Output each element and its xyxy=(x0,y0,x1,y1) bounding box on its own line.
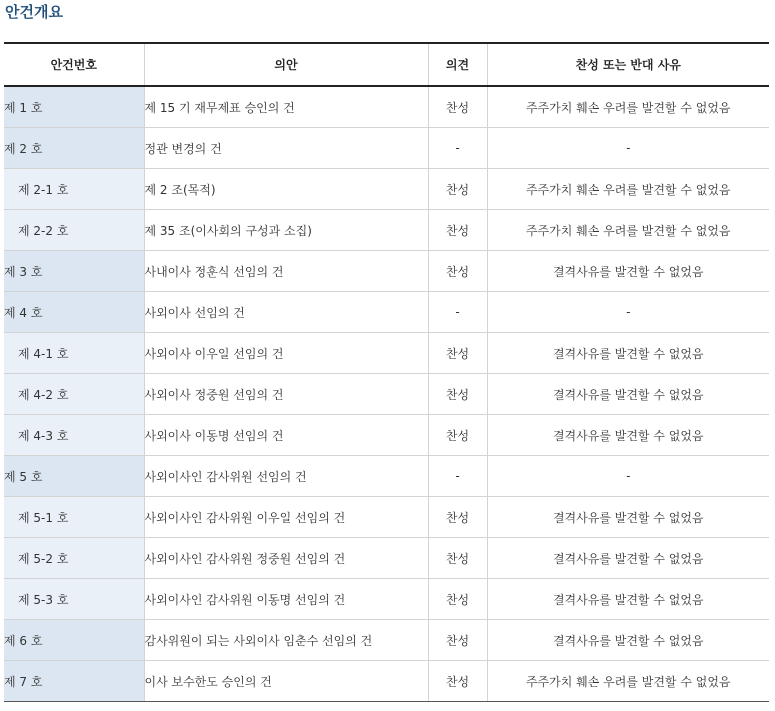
table-row xyxy=(4,456,769,497)
agenda-no-cell: 제 4-3 호 xyxy=(4,415,144,456)
reason-cell: 결격사유를 발견할 수 없었음 xyxy=(487,579,769,620)
agenda-no-cell: 제 7 호 xyxy=(4,661,144,702)
agenda-title-cell: 제 2 조(목적) xyxy=(144,169,428,210)
reason-cell: 주주가치 훼손 우려를 발견할 수 없었음 xyxy=(487,169,769,210)
agenda-no-cell: 제 2-2 호 xyxy=(4,210,144,251)
opinion-cell: - xyxy=(428,456,487,497)
agenda-title-cell: 사외이사 선임의 건 xyxy=(144,292,428,333)
opinion-cell: 찬성 xyxy=(428,497,487,538)
reason-cell: 결격사유를 발견할 수 없었음 xyxy=(487,374,769,415)
reason-cell: - xyxy=(487,128,769,169)
agenda-title-cell: 사외이사 정중원 선임의 건 xyxy=(144,374,428,415)
opinion-cell: 찬성 xyxy=(428,210,487,251)
agenda-no-cell: 제 4 호 xyxy=(4,292,144,333)
agenda-title-cell: 제 15 기 재무제표 승인의 건 xyxy=(144,86,428,128)
table-row xyxy=(4,251,769,292)
agenda-no-cell: 제 1 호 xyxy=(4,86,144,128)
opinion-cell: 찬성 xyxy=(428,579,487,620)
agenda-title-cell: 감사위원이 되는 사외이사 임춘수 선임의 건 xyxy=(144,620,428,661)
table-row xyxy=(4,169,769,210)
reason-cell: 주주가치 훼손 우려를 발견할 수 없었음 xyxy=(487,661,769,702)
table-row xyxy=(4,538,769,579)
agenda-no-cell: 제 4-2 호 xyxy=(4,374,144,415)
header-opinion: 의견 xyxy=(428,43,487,86)
table-row xyxy=(4,333,769,374)
opinion-cell: 찬성 xyxy=(428,415,487,456)
table-row xyxy=(4,579,769,620)
opinion-cell: 찬성 xyxy=(428,538,487,579)
table-header-row xyxy=(4,43,769,86)
page-title: 안건개요 xyxy=(5,3,63,21)
reason-cell: 결격사유를 발견할 수 없었음 xyxy=(487,251,769,292)
opinion-cell: 찬성 xyxy=(428,251,487,292)
reason-cell: 결격사유를 발견할 수 없었음 xyxy=(487,538,769,579)
agenda-title-cell: 사외이사인 감사위원 이동명 선임의 건 xyxy=(144,579,428,620)
agenda-title-cell: 사외이사 이동명 선임의 건 xyxy=(144,415,428,456)
agenda-title-cell: 사외이사 이우일 선임의 건 xyxy=(144,333,428,374)
agenda-no-cell: 제 3 호 xyxy=(4,251,144,292)
agenda-no-cell: 제 5-3 호 xyxy=(4,579,144,620)
table-row xyxy=(4,620,769,661)
table-row xyxy=(4,497,769,538)
reason-cell: 주주가치 훼손 우려를 발견할 수 없었음 xyxy=(487,210,769,251)
agenda-no-cell: 제 5-1 호 xyxy=(4,497,144,538)
header-reason: 찬성 또는 반대 사유 xyxy=(487,43,769,86)
agenda-title-cell: 사외이사인 감사위원 선임의 건 xyxy=(144,456,428,497)
agenda-no-cell: 제 5 호 xyxy=(4,456,144,497)
reason-cell: 결격사유를 발견할 수 없었음 xyxy=(487,497,769,538)
reason-cell: 결격사유를 발견할 수 없었음 xyxy=(487,415,769,456)
table-row xyxy=(4,128,769,169)
agenda-title-cell: 사내이사 정훈식 선임의 건 xyxy=(144,251,428,292)
agenda-no-cell: 제 2 호 xyxy=(4,128,144,169)
opinion-cell: - xyxy=(428,292,487,333)
table-body xyxy=(4,86,769,702)
table-row xyxy=(4,292,769,333)
agenda-title-cell: 정관 변경의 건 xyxy=(144,128,428,169)
reason-cell: 결격사유를 발견할 수 없었음 xyxy=(487,333,769,374)
reason-cell: 결격사유를 발견할 수 없었음 xyxy=(487,620,769,661)
reason-cell: - xyxy=(487,456,769,497)
table-row xyxy=(4,415,769,456)
header-agenda-title: 의안 xyxy=(144,43,428,86)
agenda-no-cell: 제 5-2 호 xyxy=(4,538,144,579)
opinion-cell: 찬성 xyxy=(428,620,487,661)
agenda-no-cell: 제 2-1 호 xyxy=(4,169,144,210)
reason-cell: - xyxy=(487,292,769,333)
opinion-cell: 찬성 xyxy=(428,169,487,210)
opinion-cell: 찬성 xyxy=(428,374,487,415)
agenda-no-cell: 제 4-1 호 xyxy=(4,333,144,374)
header-agenda-no: 안건번호 xyxy=(4,43,144,86)
agenda-table xyxy=(4,42,769,702)
opinion-cell: 찬성 xyxy=(428,86,487,128)
agenda-no-cell: 제 6 호 xyxy=(4,620,144,661)
agenda-title-cell: 이사 보수한도 승인의 건 xyxy=(144,661,428,702)
table-row xyxy=(4,210,769,251)
opinion-cell: 찬성 xyxy=(428,333,487,374)
table-row xyxy=(4,661,769,702)
agenda-title-cell: 사외이사인 감사위원 이우일 선임의 건 xyxy=(144,497,428,538)
reason-cell: 주주가치 훼손 우려를 발견할 수 없었음 xyxy=(487,86,769,128)
agenda-title-cell: 제 35 조(이사회의 구성과 소집) xyxy=(144,210,428,251)
agenda-title-cell: 사외이사인 감사위원 정중원 선임의 건 xyxy=(144,538,428,579)
opinion-cell: - xyxy=(428,128,487,169)
table-row xyxy=(4,86,769,128)
table-row xyxy=(4,374,769,415)
opinion-cell: 찬성 xyxy=(428,661,487,702)
